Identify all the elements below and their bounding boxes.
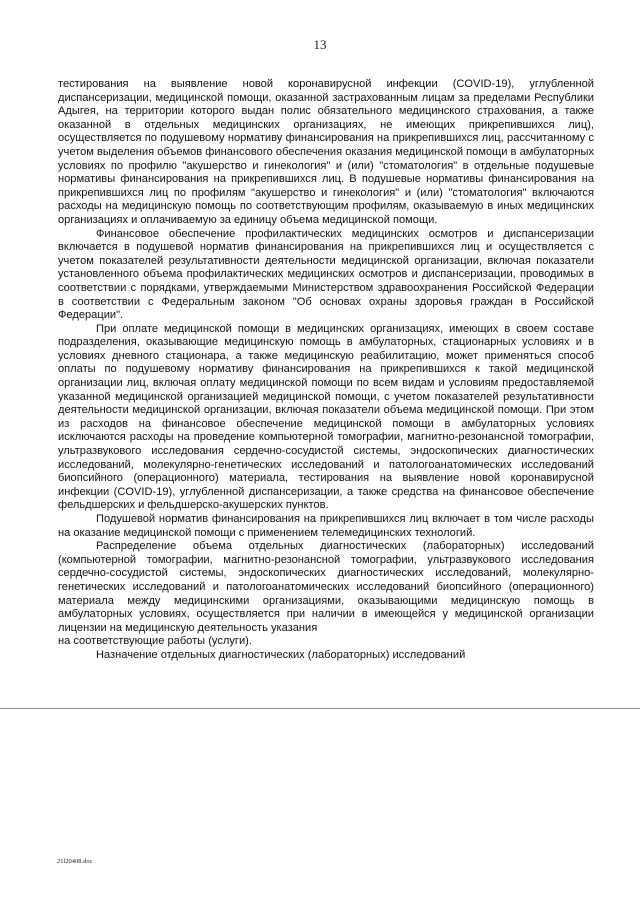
paragraph-3: При оплате медицинской помощи в медицинских организациях, имеющих в своем составе подразделения, оказывающие медицинскую помощь в амбулаторных, стационарных условиях и в условиях дневного стационара, а также медицинскую реабилитацию, может применяться способ оплаты по подушевому нормативу финансирования на прикрепившихся к такой медицинской организации лиц, включая оплату медицинской помощи по всем видам и условиям предоставляемой указанной медицинской организацией медицинской помощи, с учетом показателей результативности деятельности медицинской организации, включая показатели объема медицинской помощи. При этом из расходов на финансовое обеспечение медицинской помощи в амбулаторных условиях исключаются расходы на проведение компьютерной томографии, магнитно-резонансной томографии, ультразвукового исследования сердечно-сосудистой системы, эндоскопических диагностических исследований, молекулярно-генетических исследований и патологоанатомических исследований биопсийного (операционного) материала, тестирования на выявление новой коронавирусной инфекции (COVID-19), углубленной диспансеризации, а также средства на финансовое обеспечение фельдшерских и фельдшерско-акушерских пунктов.: [58, 322, 594, 512]
page-number: 13: [313, 37, 327, 52]
paragraph-2: Финансовое обеспечение профилактических медицинских осмотров и диспансеризации включается в подушевой норматив финансирования на прикрепившихся лиц и осуществляется с учетом показателей результативности деятельности медицинской организации, включая показатели установленного объема профилактических медицинских осмотров и диспансеризации, проводимых в соответствии с порядками, утверждаемыми Министерством здравоохранения Российской Федерации в соответствии с Федеральным законом "Об основах охраны здоровья граждан в Российской Федерации".: [58, 227, 594, 322]
document-body: [58, 78, 594, 663]
paragraph-5: Распределение объема отдельных диагностических (лабораторных) исследований (компьютерной томографии, магнитно-резонансной томографии, ультразвукового исследования сердечно-сосудистой системы, эндоскопических диагностических исследований, молекулярно-генетических исследований и патологоанатомических исследований биопсийного (операционного) материала между медицинскими организациями, оказывающими медицинскую помощь в амбулаторных условиях, осуществляется при наличии в имеющейся у медицинской организации лицензии на медицинскую деятельность указания: [58, 540, 594, 634]
paragraph-4: Подушевой норматив финансирования на прикрепившихся лиц включает в том числе расходы на оказание медицинской помощи с применением телемедицинских технологий.: [58, 513, 594, 539]
scan-artifact-line: [0, 708, 640, 709]
paragraph-7: Назначение отдельных диагностических (лабораторных) исследований: [96, 648, 466, 661]
paragraph-6: на соответствующие работы (услуги).: [58, 635, 252, 648]
paragraph-1: тестирования на выявление новой коронавирусной инфекции (COVID-19), углубленной диспансеризации, медицинской помощи, оказанной застрахованным лицам за пределами Республики Адыгея, на территории которого выдан полис обязательного медицинского страхования, а также оказанной в отдельных медицинских организациях, не имеющих прикрепившихся лиц), осуществляется по подушевому нормативу финансирования на прикрепившихся лиц, рассчитанному с учетом выделения объемов финансового обеспечения оказания медицинской помощи в амбулаторных условиях по профилю "акушерство и гинекология" и (или) "стоматология" в отдельные подушевые нормативы финансирования на прикрепившихся лиц. В подушевые нормативы финансирования на прикрепившихся лиц по профилям "акушерство и гинекология" и (или) "стоматология" включаются расходы на медицинскую помощь по соответствующим профилям, оказываемую в иных медицинских организациях и оплачиваемую за единицу объема медицинской помощи.: [58, 78, 594, 226]
file-name-footer: 21l20408.doc: [57, 858, 93, 865]
